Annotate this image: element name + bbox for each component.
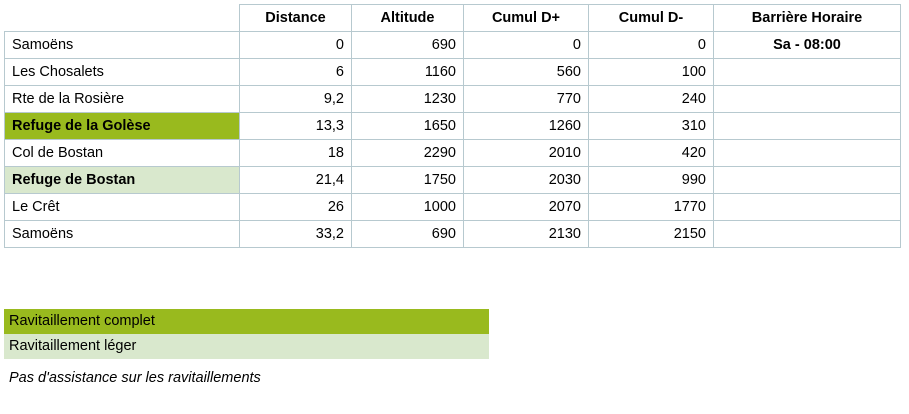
cell-name: Rte de la Rosière: [5, 86, 240, 113]
cell-cumul-dminus: 420: [589, 140, 714, 167]
cell-altitude: 1750: [352, 167, 464, 194]
cell-name: Samoëns: [5, 32, 240, 59]
table-row: [5, 167, 901, 194]
cell-cumul-dplus: 0: [464, 32, 589, 59]
route-table: [4, 4, 901, 248]
column-header-altitude: Altitude: [352, 5, 464, 32]
cell-altitude: 1000: [352, 194, 464, 221]
table-row: [5, 221, 901, 248]
cell-distance: 33,2: [240, 221, 352, 248]
table-row: [5, 86, 901, 113]
cell-distance: 9,2: [240, 86, 352, 113]
table-header: [5, 5, 901, 32]
legend-item-full: Ravitaillement complet: [4, 309, 489, 334]
table-row: [5, 140, 901, 167]
cell-distance: 21,4: [240, 167, 352, 194]
cell-cumul-dminus: 100: [589, 59, 714, 86]
cell-cumul-dplus: 2030: [464, 167, 589, 194]
cell-distance: 26: [240, 194, 352, 221]
cell-altitude: 690: [352, 221, 464, 248]
table-body: [5, 32, 901, 248]
column-header-cumul-dplus: Cumul D+: [464, 5, 589, 32]
legend: [4, 309, 489, 386]
cell-cumul-dminus: 1770: [589, 194, 714, 221]
table-row: [5, 194, 901, 221]
legend-item-light: Ravitaillement léger: [4, 334, 489, 359]
cell-name: Le Crêt: [5, 194, 240, 221]
cell-altitude: 1650: [352, 113, 464, 140]
cell-name: Les Chosalets: [5, 59, 240, 86]
cell-barriere-horaire: [714, 167, 901, 194]
column-header-cumul-dminus: Cumul D-: [589, 5, 714, 32]
cell-cumul-dplus: 2010: [464, 140, 589, 167]
cell-cumul-dplus: 2070: [464, 194, 589, 221]
cell-name: Refuge de Bostan: [5, 167, 240, 194]
cell-distance: 13,3: [240, 113, 352, 140]
column-header-name: [5, 5, 240, 32]
cell-cumul-dminus: 310: [589, 113, 714, 140]
legend-note: Pas d'assistance sur les ravitaillements: [9, 370, 261, 386]
cell-altitude: 690: [352, 32, 464, 59]
cell-cumul-dplus: 770: [464, 86, 589, 113]
cell-altitude: 1230: [352, 86, 464, 113]
cell-distance: 0: [240, 32, 352, 59]
cell-cumul-dminus: 0: [589, 32, 714, 59]
page-root: [0, 4, 909, 414]
cell-barriere-horaire: [714, 113, 901, 140]
cell-distance: 6: [240, 59, 352, 86]
cell-distance: 18: [240, 140, 352, 167]
cell-altitude: 1160: [352, 59, 464, 86]
cell-altitude: 2290: [352, 140, 464, 167]
cell-barriere-horaire: [714, 194, 901, 221]
cell-name: Col de Bostan: [5, 140, 240, 167]
cell-cumul-dminus: 2150: [589, 221, 714, 248]
cell-name: Refuge de la Golèse: [5, 113, 240, 140]
column-header-barriere-horaire: Barrière Horaire: [714, 5, 901, 32]
table-row: [5, 113, 901, 140]
header-row: [5, 5, 901, 32]
cell-cumul-dplus: 2130: [464, 221, 589, 248]
cell-barriere-horaire: [714, 140, 901, 167]
column-header-distance: Distance: [240, 5, 352, 32]
cell-cumul-dminus: 240: [589, 86, 714, 113]
cell-barriere-horaire: [714, 59, 901, 86]
table-row: [5, 32, 901, 59]
cell-cumul-dminus: 990: [589, 167, 714, 194]
cell-barriere-horaire: [714, 221, 901, 248]
cell-cumul-dplus: 560: [464, 59, 589, 86]
cell-cumul-dplus: 1260: [464, 113, 589, 140]
cell-barriere-horaire: Sa - 08:00: [714, 32, 901, 59]
cell-name: Samoëns: [5, 221, 240, 248]
cell-barriere-horaire: [714, 86, 901, 113]
table-row: [5, 59, 901, 86]
